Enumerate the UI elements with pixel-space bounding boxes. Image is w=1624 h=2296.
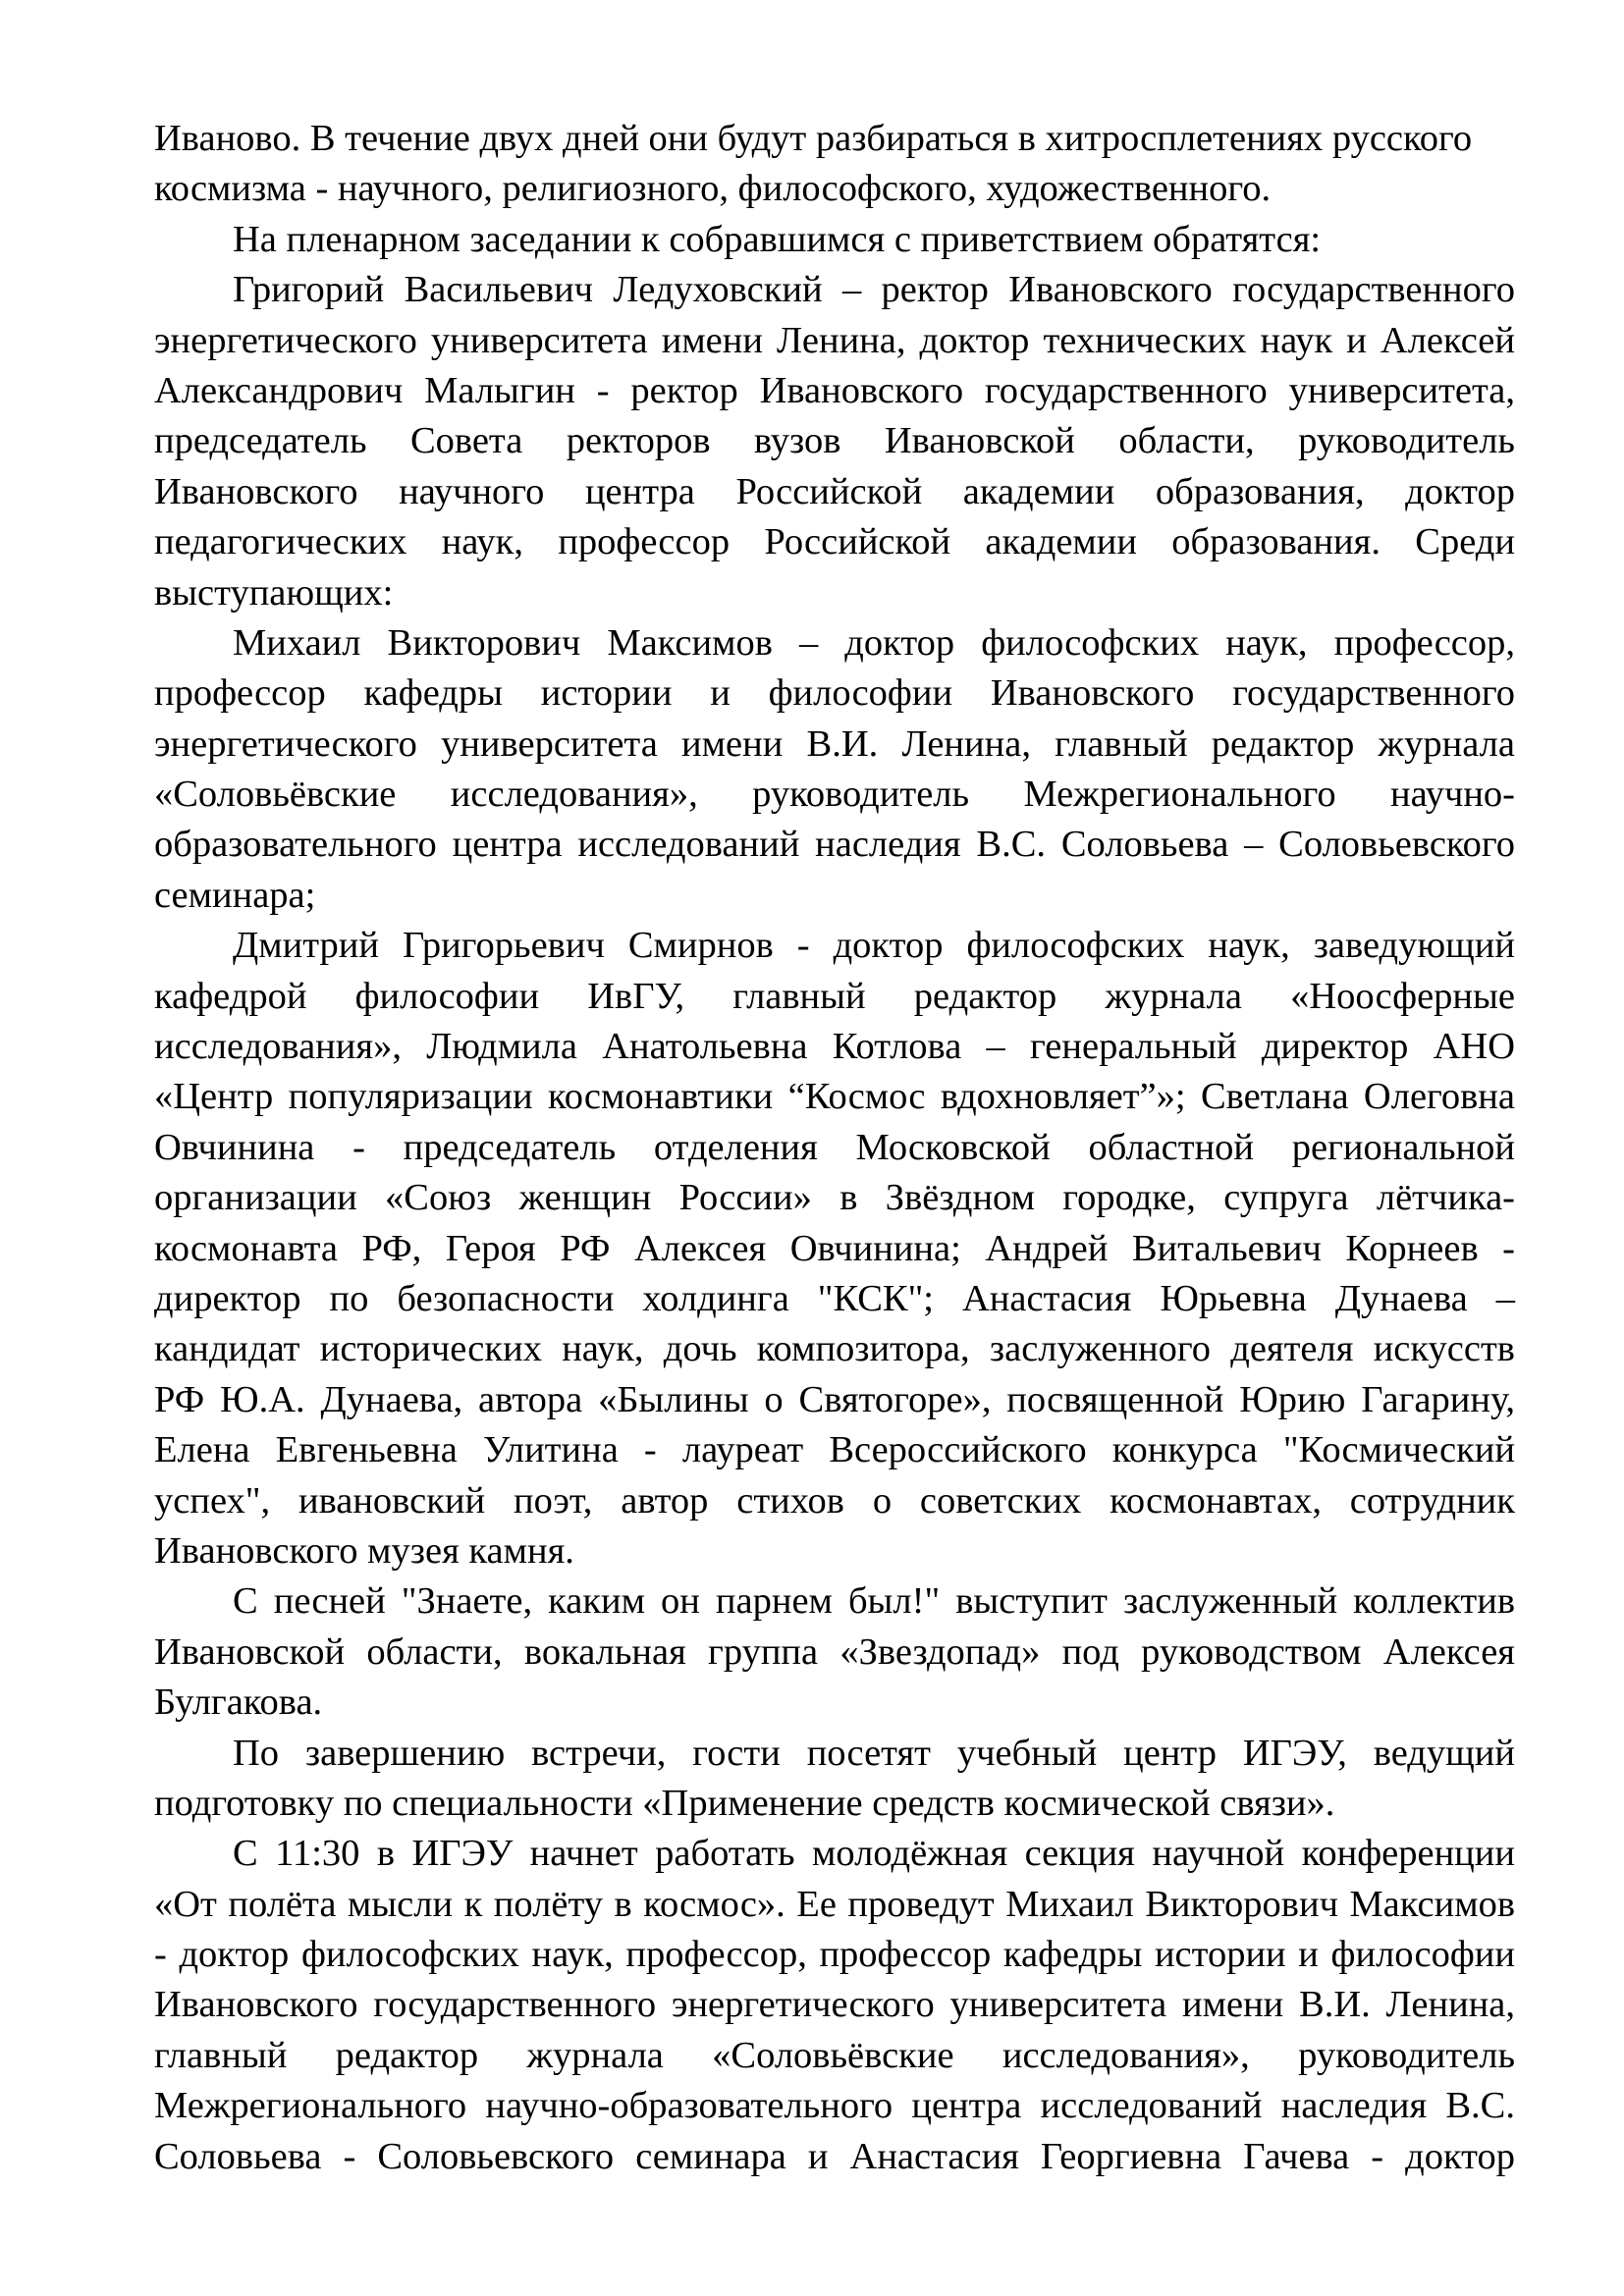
text-line: кандидат исторических наук, дочь композитора, заслуженного деятеля искусств xyxy=(154,1328,1515,1370)
text-line: РФ Ю.А. Дунаева, автора «Былины о Святогоре», посвященной Юрию Гагарину, xyxy=(154,1378,1515,1420)
text-line: Елена Евгеньевна Улитина - лауреат Всероссийского конкурса "Космический xyxy=(154,1429,1515,1471)
text-line: космонавта РФ, Героя РФ Алексея Овчинина; Андрей Витальевич Корнеев - xyxy=(154,1227,1515,1269)
text-line: - доктор философских наук, профессор, профессор кафедры истории и философии xyxy=(154,1934,1515,1976)
text-line: Ивановского научного центра Российской академии образования, доктор xyxy=(154,470,1515,512)
text-line: По завершению встречи, гости посетят учебный центр ИГЭУ, ведущий xyxy=(233,1732,1515,1774)
paragraph xyxy=(154,215,1515,265)
text-line: Соловьева - Соловьевского семинара и Анастасия Георгиевна Гачева - доктор xyxy=(154,2135,1515,2177)
text-line: Дмитрий Григорьевич Смирнов - доктор философских наук, заведующий xyxy=(233,925,1515,967)
text-line: семинара; xyxy=(154,874,316,916)
text-line: Межрегионального научно-образовательного центра исследований наследия В.С. xyxy=(154,2085,1515,2127)
text-line: Григорий Васильевич Ледуховский – ректор Ивановского государственного xyxy=(233,269,1515,311)
paragraph xyxy=(154,1729,1515,1830)
text-line: Овчинина - председатель отделения Московской областной региональной xyxy=(154,1126,1515,1168)
text-line: образовательного центра исследований наследия В.С. Соловьева – Соловьевского xyxy=(154,824,1515,866)
text-line: энергетического университета имени Ленина, доктор технических наук и Алексей xyxy=(154,319,1515,361)
text-line: «Соловьёвские исследования», руководитель Межрегионального научно- xyxy=(154,774,1515,816)
document-body xyxy=(154,114,1515,2182)
text-line: Ивановской области, вокальная группа «Звездопад» под руководством Алексея xyxy=(154,1630,1515,1673)
text-line: Александрович Малыгин - ректор Ивановского государственного университета, xyxy=(154,369,1515,411)
text-line: организации «Союз женщин России» в Звёздном городке, супруга лётчика- xyxy=(154,1177,1515,1219)
text-line: Иваново. В течение двух дней они будут разбираться в хитросплетениях русского xyxy=(154,118,1473,159)
paragraph xyxy=(154,265,1515,618)
text-line: выступающих: xyxy=(154,571,394,614)
text-line: «Центр популяризации космонавтики “Космос вдохновляет”»; Светлана Олеговна xyxy=(154,1076,1515,1118)
paragraph xyxy=(154,618,1515,921)
text-line: Ивановского музея камня. xyxy=(154,1529,574,1572)
text-line: педагогических наук, профессор Российской академии образования. Среди xyxy=(154,521,1515,563)
text-line: председатель Совета ректоров вузов Ивановской области, руководитель xyxy=(154,420,1515,462)
text-line: космизма - научного, религиозного, философского, художественного. xyxy=(154,168,1272,210)
text-line: подготовку по специальности «Применение средств космической связи». xyxy=(154,1782,1335,1824)
text-line: Ивановского государственного энергетического университета имени В.И. Ленина, xyxy=(154,1984,1515,2026)
text-line: Михаил Викторович Максимов – доктор философских наук, профессор, xyxy=(233,621,1515,664)
text-line: профессор кафедры истории и философии Ивановского государственного xyxy=(154,672,1515,715)
text-line: директор по безопасности холдинга "КСК"; Анастасия Юрьевна Дунаева – xyxy=(154,1277,1515,1319)
text-line: успех", ивановский поэт, автор стихов о советских космонавтах, сотрудник xyxy=(154,1479,1515,1522)
text-line: исследования», Людмила Анатольевна Котлова – генеральный директор АНО xyxy=(154,1026,1515,1068)
paragraph xyxy=(154,1576,1515,1728)
paragraph xyxy=(154,1829,1515,2182)
paragraph xyxy=(154,921,1515,1576)
text-line: главный редактор журнала «Соловьёвские исследования», руководитель xyxy=(154,2034,1515,2076)
text-line: кафедрой философии ИвГУ, главный редактор журнала «Ноосферные xyxy=(154,975,1515,1017)
text-line: Булгакова. xyxy=(154,1682,323,1724)
text-line: С песней "Знаете, каким он парнем был!" выступит заслуженный коллектив xyxy=(233,1580,1515,1623)
text-line: На пленарном заседании к собравшимся с приветствием обратятся: xyxy=(233,218,1322,260)
text-line: «От полёта мысли к полёту в космос». Ее проведут Михаил Викторович Максимов xyxy=(154,1883,1515,1925)
paragraph xyxy=(154,114,1515,215)
text-line: С 11:30 в ИГЭУ начнет работать молодёжная секция научной конференции xyxy=(233,1833,1515,1875)
text-line: энергетического университета имени В.И. Ленина, главный редактор журнала xyxy=(154,722,1515,765)
